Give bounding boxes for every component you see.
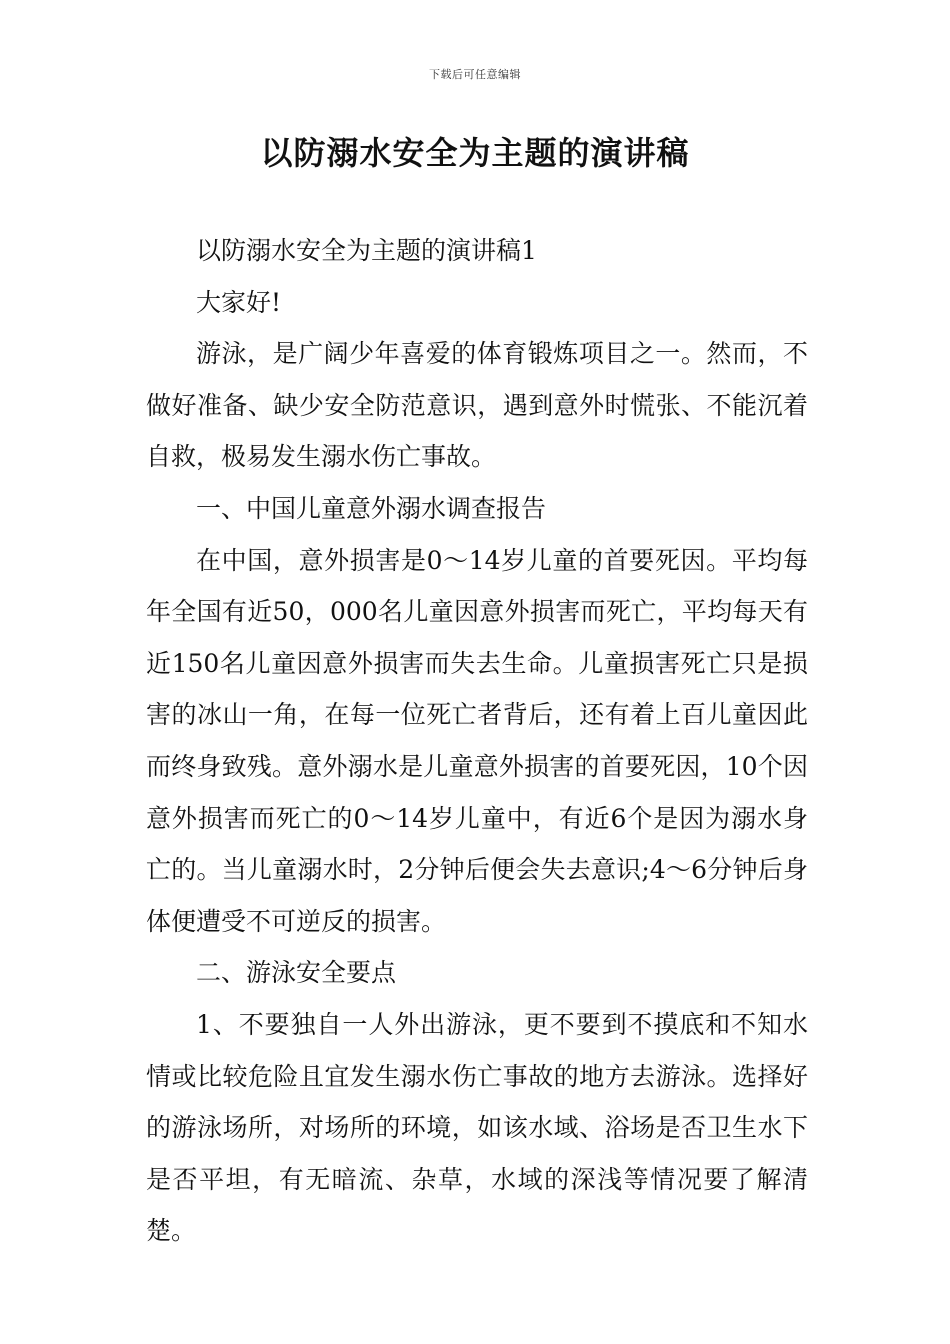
document-body [146, 225, 808, 1257]
report-paragraph: 在中国，意外损害是0～14岁儿童的首要死因。平均每年全国有近50，000名儿童因意外损害而死亡，平均每天有近150名儿童因意外损害而失去生命。儿童损害死亡只是损害的冰山一角，在每一位死亡者背后，还有着上百儿童因此而终身致残。意外溺水是儿童意外损害的首要死因，10个因意外损害而死亡的0～14岁儿童中，有近6个是因为溺水身亡的。当儿童溺水时，2分钟后便会失去意识;4～6分钟后身体便遭受不可逆反的损害。 [146, 545, 808, 936]
section-heading-2: 二、游泳安全要点 [196, 958, 397, 988]
document-title: 以防溺水安全为主题的演讲稿 [260, 134, 690, 172]
speech-subtitle: 以防溺水安全为主题的演讲稿1 [196, 236, 537, 265]
section-heading-1: 一、中国儿童意外溺水调查报告 [196, 493, 547, 523]
greeting: 大家好! [196, 287, 282, 317]
header-note: 下载后可任意编辑 [429, 68, 521, 81]
safety-point-1: 1、不要独自一人外出游泳，更不要到不摸底和不知水情或比较危险且宜发生溺水伤亡事故的地方去游泳。选择好的游泳场所，对场所的环境，如该水域、浴场是否卫生水下是否平坦，有无暗流、杂草，水域的深浅等情况要了解清楚。 [146, 1009, 808, 1246]
intro-paragraph: 游泳，是广阔少年喜爱的体育锻炼项目之一。然而，不做好准备、缺少安全防范意识，遇到意外时慌张、不能沉着自救，极易发生溺水伤亡事故。 [146, 339, 808, 472]
